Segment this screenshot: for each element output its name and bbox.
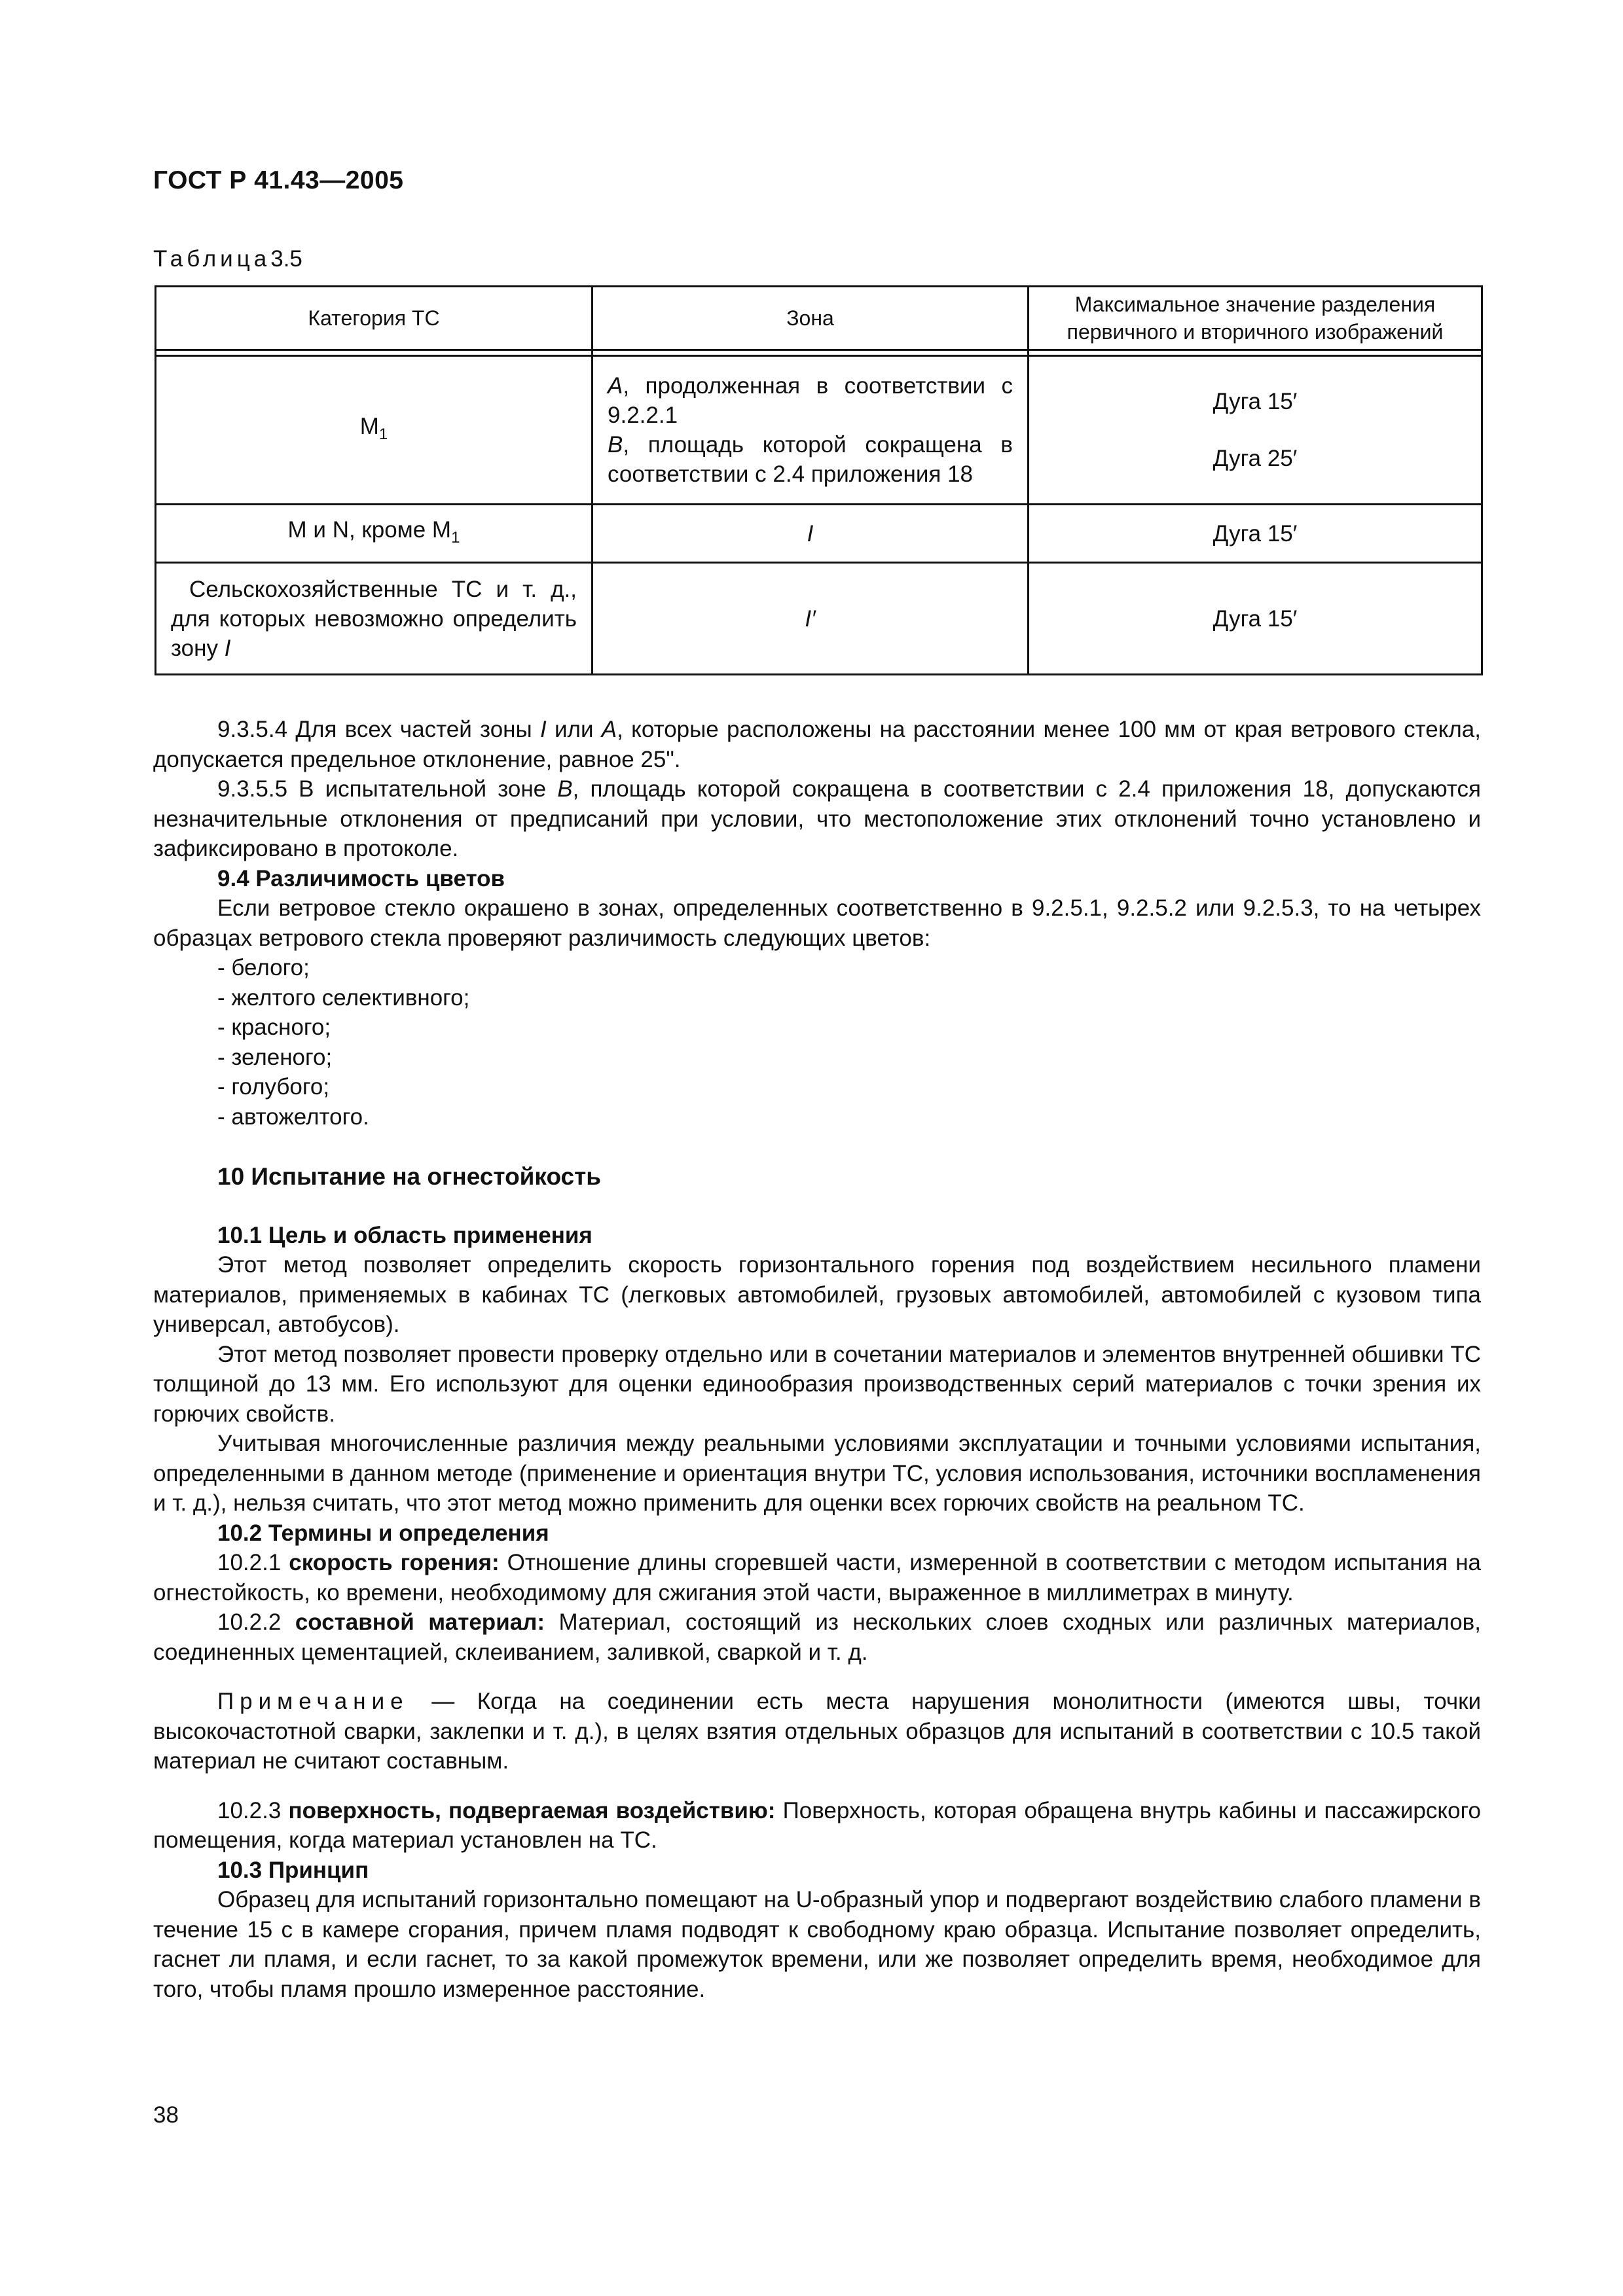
heading-10-2: 10.2 Термины и определения (217, 1520, 549, 1546)
table-row (156, 356, 1482, 505)
value-cell: Дуга 15′ (1029, 563, 1482, 675)
category-subscript: 1 (378, 425, 388, 443)
zone-cell: I′ (593, 563, 1029, 675)
spec-table (155, 285, 1483, 675)
table-row (156, 505, 1482, 563)
list-item: - желтого селективного; (217, 984, 470, 1011)
table-header-row (156, 287, 1482, 350)
definition-10-2-2: 10.2.2 составной материал: Материал, состоящий из нескольких слоев сходных или различных материалов, соединенных цементацией, склеиванием, заливкой, сваркой и т. д. (153, 1609, 1481, 1665)
category-main: M (359, 413, 379, 439)
note-label: Примечание (217, 1689, 409, 1714)
table-header-separator (156, 350, 1482, 356)
paragraph-10-1-a: Этот метод позволяет определить скорость горизонтального горения под воздействием несильного пламени материалов, применяемых в кабинах ТС (легковых автомобилей, грузовых автомобилей, автомобилей с кузовом типа универсал, автобусов). (153, 1252, 1481, 1337)
paragraph-9-3-5-4: 9.3.5.4 Для всех частей зоны I или A, которые расположены на расстоянии менее 100 мм от края ветрового стекла, допускается предельное отклонение, равное 25". (153, 717, 1481, 772)
zone-b-text: , площадь которой сокращена в соответствии с 2.4 приложения 18 (608, 432, 1013, 487)
category-cell (156, 505, 593, 563)
heading-section-10: 10 Испытание на огнестойкость (217, 1163, 602, 1190)
table-caption (153, 246, 302, 272)
list-item: - голубого; (217, 1074, 330, 1100)
paragraph-9-3-5-5: 9.3.5.5 В испытательной зоне B, площадь которой сокращена в соответствии с 2.4 приложения 18, допускаются незначительные отклонения от предписаний при условии, что местоположение этих отклонений точно установлено и зафиксировано в протоколе. (153, 776, 1482, 861)
column-header-zone: Зона (593, 287, 1029, 350)
page-number: 38 (153, 2102, 179, 2128)
definition-10-2-1: 10.2.1 скорость горения: Отношение длины сгоревшей части, измеренной в соответствии с методом испытания на огнестойкость, ко времени, необходимому для сжигания этой части, выраженное в миллиметрах в минуту. (153, 1550, 1481, 1605)
table-row (156, 563, 1482, 675)
value-2: Дуга 25′ (1213, 446, 1298, 471)
paragraph-10-1-c: Учитывая многочисленные различия между реальными условиями эксплуатации и точными условиями испытания, определенными в данном методе (применение и ориентация внутри ТС, условия использования, источники воспламенения и т. д.), нельзя считать, что этот метод можно применить для оценки всех горючих свойств на реальном ТС. (153, 1431, 1481, 1516)
category-subscript: 1 (451, 528, 460, 547)
category-main: M и N, кроме M (287, 516, 452, 543)
heading-9-4: 9.4 Различимость цветов (217, 865, 505, 891)
zone-a-text: , продолженная в соответствии с 9.2.2.1 (608, 373, 1013, 428)
list-item: - белого; (217, 955, 310, 980)
document-header: ГОСТ Р 41.43—2005 (153, 166, 404, 194)
paragraph-9-4: Если ветровое стекло окрашено в зонах, определенных соответственно в 9.2.5.1, 9.2.5.2 или 9.2.5.3, то на четырех образцах ветрового стекла проверяют различимость следующих цветов: (153, 895, 1481, 951)
category-cell (156, 356, 593, 505)
category-cell (156, 563, 593, 675)
note: Примечание — Когда на соединении есть места нарушения монолитности (имеются швы, точки высокочастотной сварки, заклепки и т. д.), в целях взятия отдельных образцов для испытаний в соответствии с 10.5 такой материал не считают составным. (153, 1689, 1481, 1774)
body-text (153, 715, 1481, 2004)
column-header-max-value: Максимальное значение разделения первичного и вторичного изображений (1029, 287, 1482, 350)
heading-10-1: 10.1 Цель и область применения (217, 1222, 593, 1248)
definition-10-2-3: 10.2.3 поверхность, подвергаемая воздействию: Поверхность, которая обращена внутрь кабины и пассажирского помещения, когда материал установлен на ТС. (153, 1797, 1481, 1853)
zone-b-letter: B (608, 432, 623, 457)
column-header-category: Категория ТС (156, 287, 593, 350)
heading-10-3: 10.3 Принцип (217, 1857, 369, 1883)
value-cell (1029, 356, 1482, 505)
category-text: Сельскохозяйственные ТС и т. д., для которых невозможно определить зону (171, 576, 577, 661)
list-item: - автожелтого. (217, 1103, 369, 1130)
table-caption-number: 3.5 (270, 246, 302, 272)
paragraph-10-1-b: Этот метод позволяет провести проверку отдельно или в сочетании материалов и элементов внутренней обшивки ТС толщиной до 13 мм. Его используют для оценки единообразия производственных серий материалов с точки зрения их горючих свойств. (153, 1341, 1481, 1427)
zone-a-letter: A (608, 373, 623, 399)
paragraph-10-3: Образец для испытаний горизонтально помещают на U-образный упор и подвергают воздействию слабого пламени в течение 15 с в камере сгорания, причем пламя подводят к свободному краю образца. Испытание позволяет определить, гаснет ли пламя, и если гаснет, то за какой промежуток времени, или же позволяет определить время, необходимое для того, чтобы пламя прошло измеренное расстояние. (153, 1887, 1481, 2002)
value-cell: Дуга 15′ (1029, 505, 1482, 563)
value-1: Дуга 15′ (1213, 389, 1298, 414)
zone-cell (593, 356, 1029, 505)
table-caption-word: Таблица (153, 246, 271, 272)
list-item: - зеленого; (217, 1044, 333, 1070)
category-zone: I (224, 635, 231, 661)
list-item: - красного; (217, 1014, 331, 1040)
zone-cell: I (593, 505, 1029, 563)
